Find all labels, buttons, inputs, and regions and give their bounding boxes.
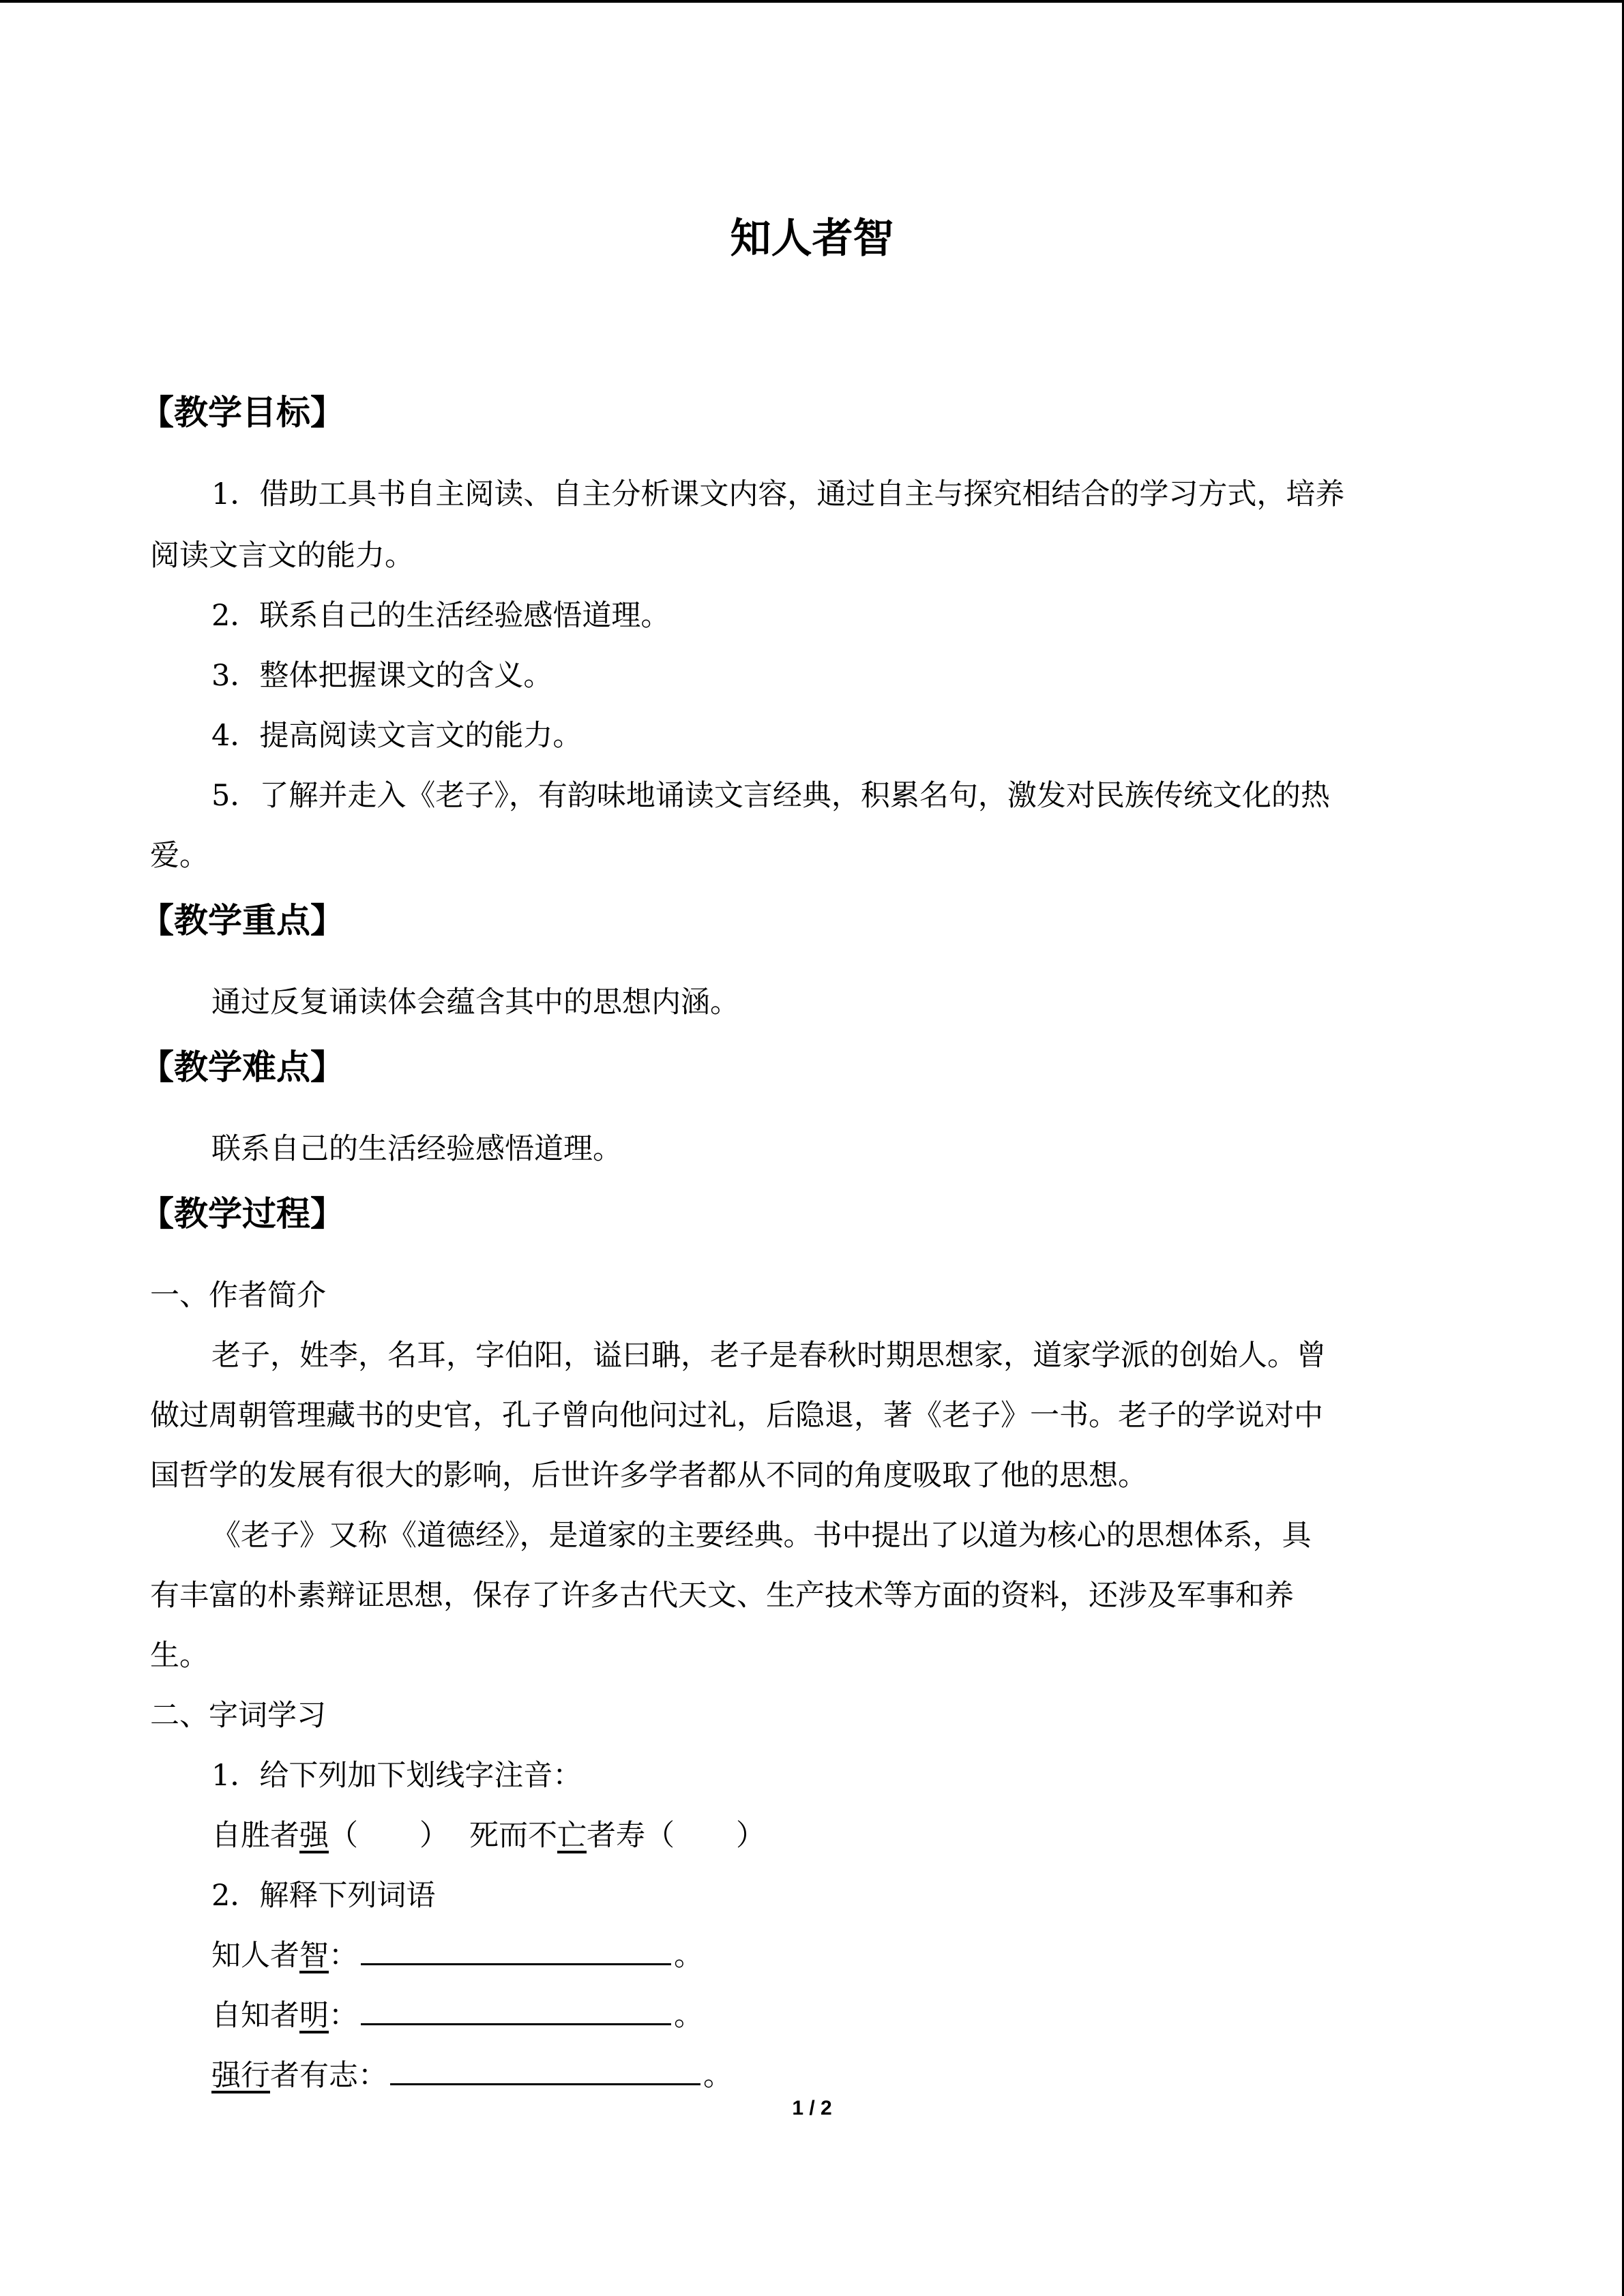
word-item-2 bbox=[211, 1995, 703, 2036]
objective-2: 2．联系自己的生活经验感悟道理。 bbox=[211, 599, 670, 633]
q1-b-open-paren: （ bbox=[645, 1819, 675, 1853]
word-3-underlined-chars: 强行 bbox=[211, 2059, 270, 2093]
section-2-title: 二、字词学习 bbox=[150, 1699, 326, 1733]
word-1-underlined-char: 智 bbox=[299, 1939, 329, 1973]
heading-objectives: 【教学目标】 bbox=[140, 392, 344, 432]
section-1-title: 一、作者简介 bbox=[150, 1279, 326, 1313]
book-paragraph-line-2: 有丰富的朴素辩证思想，保存了许多古代天文、生产技术等方面的资料，还涉及军事和养 bbox=[150, 1579, 1294, 1613]
key-points-text: 通过反复诵读体会蕴含其中的思想内涵。 bbox=[211, 985, 739, 1019]
q1-a-open-paren: （ bbox=[329, 1819, 358, 1853]
document-title: 知人者智 bbox=[730, 215, 894, 263]
heading-difficulties: 【教学难点】 bbox=[140, 1047, 344, 1087]
word-2-underlined-char: 明 bbox=[299, 1999, 329, 2033]
word-3-answer-blank[interactable] bbox=[390, 2056, 700, 2085]
objective-4: 4．提高阅读文言文的能力。 bbox=[211, 719, 582, 753]
q1-a-close-paren: ） bbox=[419, 1819, 449, 1853]
word-1-prefix: 知人者 bbox=[211, 1939, 299, 1973]
author-paragraph-line-2: 做过周朝管理藏书的史官，孔子曾向他问过礼，后隐退，著《老子》一书。老子的学说对中 bbox=[150, 1399, 1323, 1433]
word-2-period: 。 bbox=[674, 1999, 703, 2033]
objective-3: 3．整体把握课文的含义。 bbox=[211, 659, 553, 693]
objective-1-line-1: 1．借助工具书自主阅读、自主分析课文内容，通过自主与探究相结合的学习方式，培养 bbox=[211, 477, 1345, 511]
word-2-prefix: 自知者 bbox=[211, 1999, 299, 2033]
author-paragraph-line-3: 国哲学的发展有很大的影响，后世许多学者都从不同的角度吸取了他的思想。 bbox=[150, 1459, 1147, 1493]
word-1-period: 。 bbox=[674, 1939, 703, 1973]
page-border-top bbox=[0, 0, 1624, 3]
heading-key-points: 【教学重点】 bbox=[140, 900, 344, 940]
word-3-suffix: 者有志： bbox=[270, 2059, 387, 2093]
word-1-answer-blank[interactable] bbox=[361, 1936, 671, 1965]
q1-b-suffix: 者寿 bbox=[587, 1819, 645, 1853]
word-3-period: 。 bbox=[703, 2059, 733, 2093]
question-1-items bbox=[211, 1815, 765, 1856]
word-item-1 bbox=[211, 1935, 703, 1976]
objective-5-line-2: 爱。 bbox=[150, 839, 209, 873]
book-paragraph-line-1: 《老子》又称《道德经》，是道家的主要经典。书中提出了以道为核心的思想体系，具 bbox=[211, 1519, 1312, 1553]
q1-b-close-paren: ） bbox=[736, 1819, 765, 1853]
difficulties-text: 联系自己的生活经验感悟道理。 bbox=[211, 1132, 622, 1166]
word-2-answer-blank[interactable] bbox=[361, 1996, 671, 2025]
q1-b-prefix: 死而不 bbox=[469, 1819, 557, 1853]
book-paragraph-line-3: 生。 bbox=[150, 1639, 209, 1673]
objective-1-line-2: 阅读文言文的能力。 bbox=[150, 539, 414, 573]
question-2-title: 2．解释下列词语 bbox=[211, 1879, 436, 1913]
author-paragraph-line-1: 老子，姓李，名耳，字伯阳，谥曰聃，老子是春秋时期思想家，道家学派的创始人。曾 bbox=[211, 1339, 1326, 1373]
objective-5-line-1: 5．了解并走入《老子》，有韵味地诵读文言经典，积累名句，激发对民族传统文化的热 bbox=[211, 779, 1330, 813]
word-2-colon: ： bbox=[329, 1999, 358, 2033]
q1-a-underlined-char: 强 bbox=[299, 1819, 329, 1853]
word-1-colon: ： bbox=[329, 1939, 358, 1973]
page-number: 1 / 2 bbox=[792, 2097, 832, 2119]
question-1-title: 1．给下列加下划线字注音： bbox=[211, 1759, 582, 1793]
q1-a-prefix: 自胜者 bbox=[211, 1819, 299, 1853]
q1-b-underlined-char: 亡 bbox=[557, 1819, 587, 1853]
word-item-3 bbox=[211, 2055, 733, 2096]
heading-process: 【教学过程】 bbox=[140, 1193, 344, 1234]
